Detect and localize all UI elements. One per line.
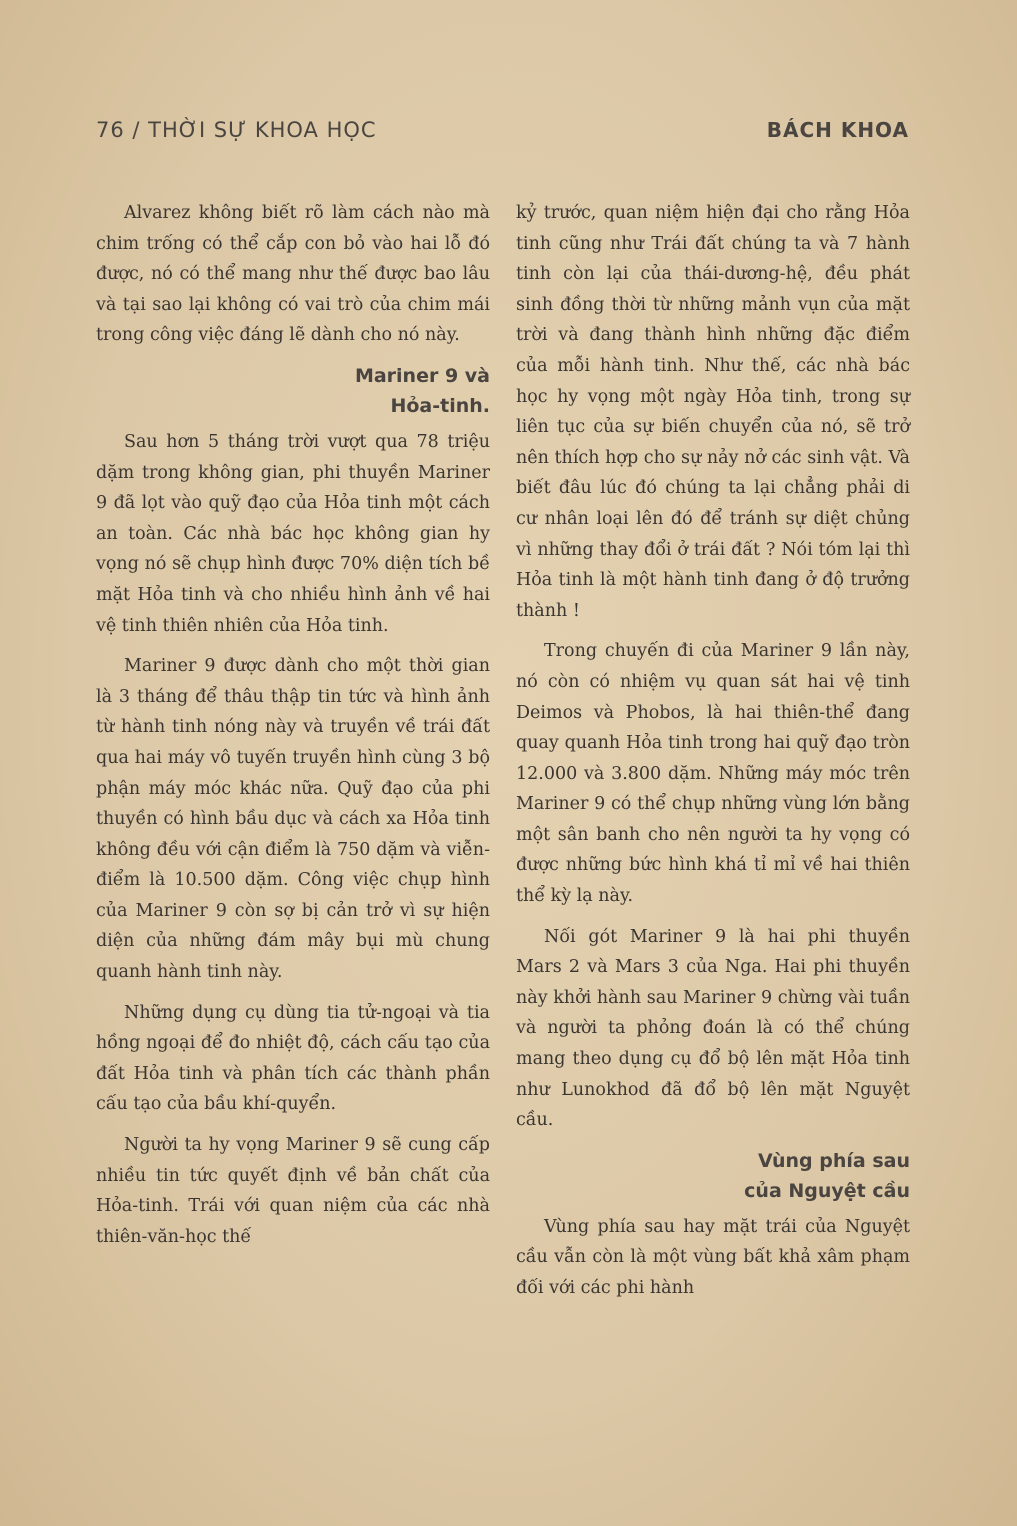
heading-line: Mariner 9 và: [354, 364, 490, 387]
heading-line: Vùng phía sau: [757, 1149, 910, 1172]
section-heading-mariner: [96, 361, 490, 421]
paragraph: Sau hơn 5 tháng trời vượt qua 78 triệu dặm trong không gian, phi thuyền Mariner 9 đã lọt vào quỹ đạo của Hỏa tinh một cách an toàn. Các nhà bác học không gian hy vọng nó sẽ chụp hình được 70% diện tích bề mặt Hỏa tinh và cho nhiều hình ảnh về hai vệ tinh thiên nhiên của Hỏa tinh.: [96, 431, 490, 636]
page-header: [0, 118, 1017, 158]
heading-line: của Nguyệt cầu: [744, 1179, 910, 1202]
paragraph: Mariner 9 được dành cho một thời gian là 3 tháng để thâu thập tin tức và hình ảnh từ hành tinh nóng này và truyền về trái đất qua hai máy vô tuyến truyền hình cùng 3 bộ phận máy móc khác nữa. Quỹ đạo của phi thuyền có hình bầu dục và cách xa Hỏa tinh không đều với cận điểm là 750 dặm và viễn-điểm là 10.500 dặm. Công việc chụp hình của Mariner 9 còn sợ bị cản trở vì sự hiện diện của những đám mây bụi mù chung quanh hành tinh này.: [96, 656, 490, 983]
paragraph: Alvarez không biết rõ làm cách nào mà chim trống có thể cắp con bỏ vào hai lỗ đó được, nó có thể mang như thế được bao lâu và tại sao lại không có vai trò của chim mái trong công việc đáng lẽ dành cho nó này.: [96, 203, 490, 346]
right-column: [516, 198, 910, 1314]
heading-line: Hỏa-tinh.: [390, 394, 490, 417]
magazine-title: BÁCH KHOA: [766, 118, 909, 142]
paragraph: kỷ trước, quan niệm hiện đại cho rằng Hỏa tinh cũng như Trái đất chúng ta và 7 hành tinh còn lại của thái-dương-hệ, đều phát sinh đồng thời từ những mảnh vụn của mặt trời và đang thành hình những đặc điểm của mỗi hành tinh. Như thế, các nhà bác học hy vọng một ngày Hỏa tinh, trong sự liên tục của sự biến chuyển của nó, sẽ trở nên thích hợp cho sự nảy nở các sinh vật. Và biết đâu lúc đó chúng ta lại chẳng phải di cư nhân loại lên đó để tránh sự diệt chủng vì những thay đổi ở trái đất ? Nói tóm lại thì Hỏa tinh là một hành tinh đang ở độ trưởng thành !: [516, 203, 910, 621]
paragraph: Người ta hy vọng Mariner 9 sẽ cung cấp nhiều tin tức quyết định về bản chất của Hỏa-tinh. Trái với quan niệm của các nhà thiên-văn-học thế: [96, 1135, 490, 1247]
paragraph: Những dụng cụ dùng tia tử-ngoại và tia hồng ngoại để đo nhiệt độ, cách cấu tạo của đất Hỏa tinh và phân tích các thành phần cấu tạo của bầu khí-quyển.: [96, 1002, 490, 1115]
section-heading-moon: [516, 1146, 910, 1206]
paragraph: Trong chuyến đi của Mariner 9 lần này, nó còn có nhiệm vụ quan sát hai vệ tinh Deimos và Phobos, là hai thiên-thể đang quay quanh Hỏa tinh trong hai quỹ đạo tròn 12.000 và 3.800 dặm. Những máy móc trên Mariner 9 có thể chụp những vùng lớn bằng một sân banh cho nên người ta hy vọng có được những bức hình khá tỉ mỉ về hai thiên thể kỳ lạ này.: [516, 641, 910, 907]
paragraph: Nối gót Mariner 9 là hai phi thuyền Mars 2 và Mars 3 của Nga. Hai phi thuyền này khởi hành sau Mariner 9 chừng vài tuần và người ta phỏng đoán là có thể chúng mang theo dụng cụ đổ bộ lên mặt Hỏa tinh như Lunokhod đã đổ bộ lên mặt Nguyệt cầu.: [516, 926, 910, 1131]
left-column: [96, 198, 490, 1262]
paragraph: Vùng phía sau hay mặt trái của Nguyệt cầu vẫn còn là một vùng bất khả xâm phạm đối với các phi hành: [516, 1216, 910, 1298]
page-number-section-title: 76 / THỜI SỰ KHOA HỌC: [96, 118, 377, 142]
